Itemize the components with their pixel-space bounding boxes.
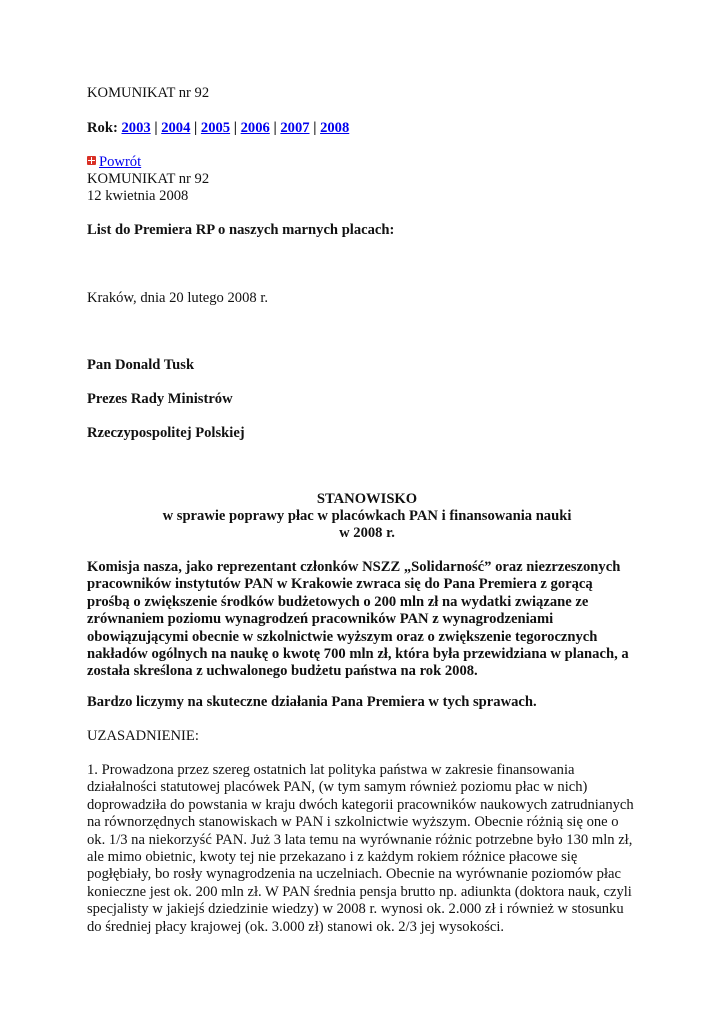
year-link-2006[interactable]: 2006 bbox=[240, 120, 270, 136]
paragraph-line: działalności statutowej placówek PAN, (w tym samym również poziomu płac w nich) bbox=[87, 779, 588, 796]
year-separator: | bbox=[154, 120, 158, 136]
year-separator: | bbox=[233, 120, 237, 136]
year-link-2003[interactable]: 2003 bbox=[121, 120, 151, 136]
addressee-name: Pan Donald Tusk bbox=[87, 357, 195, 373]
paragraph-line: nakładów ogólnych na naukę o kwotę 700 mln zł, która była przewidziana w planach, a bbox=[87, 646, 629, 663]
letter-place-date: Kraków, dnia 20 lutego 2008 r. bbox=[87, 290, 269, 306]
communique-title: KOMUNIKAT nr 92 bbox=[87, 171, 210, 187]
paragraph-line: pracowników instytutów PAN w Krakowie zwraca się do Pana Premiera z gorącą bbox=[87, 576, 593, 593]
stanowisko-title: STANOWISKO bbox=[316, 491, 418, 507]
year-link-2007[interactable]: 2007 bbox=[280, 120, 310, 136]
back-link[interactable] bbox=[87, 154, 141, 171]
paragraph-line: na równorzędnych stanowiskach w PAN i szkolnictwie wyższym. Obecnie różnią się one o bbox=[87, 814, 619, 831]
paragraph-line: ok. 1/3 na niekorzyść PAN. Już 3 lata temu na wyrównanie różnic potrzebne było 130 mln zł, bbox=[87, 831, 633, 848]
paragraph-line: specjalisty w jakiejś dziedzinie wiedzy) w 2008 r. wynosi ok. 2.000 zł i również w stosunku bbox=[87, 901, 624, 918]
year-label: Rok: bbox=[87, 120, 118, 136]
year-separator: | bbox=[273, 120, 277, 136]
justification-point-1 bbox=[87, 762, 647, 936]
paragraph-line: prośbą o zwiększenie środków budżetowych o 200 mln zł na wydatki związane ze bbox=[87, 593, 589, 610]
stanowisko-year: w 2008 r. bbox=[339, 525, 395, 541]
paragraph-line: pogłębiały, bo rosły wynagrodzenia na uczelniach. Obecnie na wyrównanie poziomów płac bbox=[87, 866, 621, 883]
page-heading: KOMUNIKAT nr 92 bbox=[87, 85, 210, 101]
year-separator: | bbox=[194, 120, 198, 136]
year-link-2005[interactable]: 2005 bbox=[200, 120, 231, 136]
paragraph-line: obowiązującymi obecnie w szkolnictwie wyższym oraz o zwiększenie tegorocznych bbox=[87, 628, 598, 645]
justification-heading: UZASADNIENIE: bbox=[87, 728, 199, 744]
paragraph-line: 1. Prowadzona przez szereg ostatnich lat polityka państwa w zakresie finansowania bbox=[87, 762, 575, 778]
addressee-country: Rzeczypospolitej Polskiej bbox=[87, 425, 245, 441]
closing-sentence: Bardzo liczymy na skuteczne działania Pana Premiera w tych sprawach. bbox=[87, 694, 537, 710]
paragraph-line: konieczne jest ok. 200 mln zł. W PAN średnia pensja brutto np. adiunkta (doktora nauk, czyli bbox=[87, 883, 632, 900]
main-paragraph bbox=[87, 559, 647, 681]
paragraph-line: została skreślona z uchwalonego budżetu państwa na rok 2008. bbox=[87, 663, 478, 680]
paragraph-line: doprowadziła do powstania w kraju dwóch kategorii pracowników naukowych zatrudnianych bbox=[87, 796, 634, 813]
stanowisko-subtitle: w sprawie poprawy płac w placówkach PAN i finansowania nauki bbox=[162, 508, 572, 524]
communique-date: 12 kwietnia 2008 bbox=[87, 188, 189, 204]
year-navigation bbox=[87, 120, 349, 137]
paragraph-line: do średniej płacy krajowej (ok. 3.000 zł) stanowi ok. 2/3 jej wysokości. bbox=[87, 918, 505, 935]
year-link-2008[interactable]: 2008 bbox=[320, 120, 350, 136]
back-link-label[interactable]: Powrót bbox=[99, 154, 142, 170]
addressee-position: Prezes Rady Ministrów bbox=[87, 391, 233, 407]
year-separator: | bbox=[313, 120, 317, 136]
paragraph-line: Komisja nasza, jako reprezentant członków NSZZ „Solidarność” oraz niezrzeszonych bbox=[87, 559, 621, 575]
paragraph-line: ale mimo obietnic, kwoty tej nie przekazano i z każdym rokiem różnice płacowe się bbox=[87, 849, 578, 866]
letter-subject: List do Premiera RP o naszych marnych placach: bbox=[87, 222, 395, 238]
year-link-2004[interactable]: 2004 bbox=[161, 120, 191, 136]
red-plus-icon bbox=[87, 156, 96, 165]
paragraph-line: zrównaniem poziomu wynagrodzeń pracowników PAN z wynagrodzeniami bbox=[87, 611, 554, 628]
